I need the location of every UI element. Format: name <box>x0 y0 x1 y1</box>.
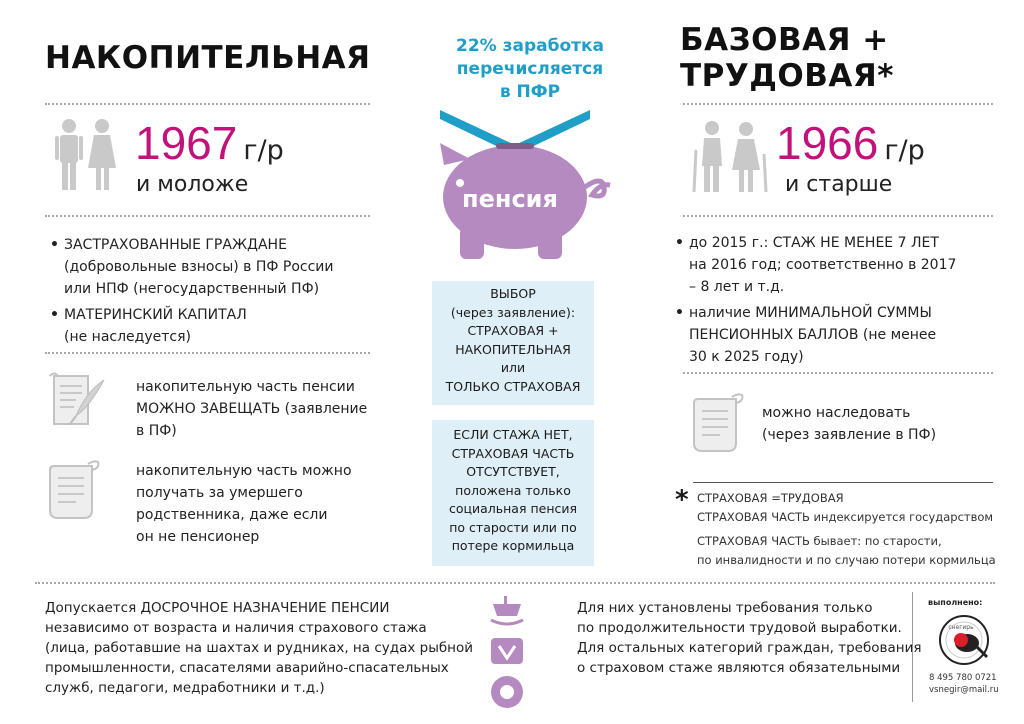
birth-year-right <box>776 117 925 169</box>
divider <box>45 215 370 217</box>
elderly-couple-icon <box>690 120 770 194</box>
divider <box>35 582 995 584</box>
early-pension-text: Допускается ДОСРОЧНОЕ НАЗНАЧЕНИЕ ПЕНСИИ независимо от возраста и наличия страхового стажа (лица, работавшие на шахтах и рудниках, на судах рыбной промышленности, спасателями аварийно-спасательных служб, педагоги, медработники и т.д.) <box>45 600 474 696</box>
bullfinch-logo <box>937 613 991 667</box>
contacts <box>929 672 999 696</box>
requirements-text: Для них установлены требования только по продолжительности трудовой выработки. Для остальных категорий граждан, требования о страховом стаже являются обязательными <box>577 600 922 676</box>
year-value: 1967 <box>135 117 238 169</box>
list-item: • до 2015 г.: СТАЖ НЕ МЕНЕЕ 7 ЛЕТ на 2016 год; соответственно в 2017 – 8 лет и т.д. <box>675 232 995 298</box>
year-value: 1966 <box>776 117 879 169</box>
divider <box>683 372 993 374</box>
made-by-label: выполнено: <box>928 598 983 607</box>
list-item: • МАТЕРИНСКИЙ КАПИТАЛ (не наследуется) <box>50 304 380 348</box>
email: vsnegir@mail.ru <box>929 685 999 695</box>
divider <box>683 215 993 217</box>
no-stazh-box: ЕСЛИ СТАЖА НЕТ, СТРАХОВАЯ ЧАСТЬ ОТСУТСТВУЕТ, положена только социальная пенсия по старости или по потере кормильца <box>432 420 594 566</box>
footnote: СТРАХОВАЯ =ТРУДОВАЯ СТРАХОВАЯ ЧАСТЬ индексируется государством СТРАХОВАЯ ЧАСТЬ бывает: по старости, по инвалидности и по случаю потери кормильца <box>697 491 996 567</box>
credits-divider <box>912 592 913 702</box>
age-condition-right: и старше <box>785 172 893 197</box>
asterisk-mark: * <box>675 485 689 515</box>
list-item: • наличие МИНИМАЛЬНОЙ СУММЫ ПЕНСИОННЫХ БАЛЛОВ (не менее 30 к 2025 году) <box>675 302 995 368</box>
list-item: • ЗАСТРАХОВАННЫЕ ГРАЖДАНЕ (добровольные взносы) в ПФ России или НПФ (негосударственный ПФ) <box>50 234 380 300</box>
birth-year-left <box>135 117 284 169</box>
contribution-headline: 22% заработка перечисляется в ПФР <box>455 36 604 102</box>
divider <box>45 352 370 354</box>
logo-text: снегирь <box>948 624 974 631</box>
divider <box>45 103 370 105</box>
left-bullets <box>50 234 380 352</box>
profession-icons <box>487 594 527 710</box>
year-unit: г/р <box>884 135 925 166</box>
inherit-text: можно наследовать (через заявление в ПФ) <box>762 405 937 443</box>
relative-text: накопительную часть можно получать за умершего родственника, даже если он не пенсионер <box>136 463 352 545</box>
left-title: НАКОПИТЕЛЬНАЯ <box>45 40 371 76</box>
year-unit: г/р <box>243 135 284 166</box>
young-couple-icon <box>52 118 122 192</box>
note-rule <box>693 482 993 483</box>
scroll-icon <box>44 460 104 522</box>
age-condition-left: и моложе <box>136 172 249 197</box>
right-bullets <box>675 232 995 372</box>
choice-box: ВЫБОР (через заявление): СТРАХОВАЯ + НАКОПИТЕЛЬНАЯ или ТОЛЬКО СТРАХОВАЯ <box>432 281 594 405</box>
phone: 8 495 780 0721 <box>929 673 997 683</box>
divider <box>683 103 993 105</box>
right-title: БАЗОВАЯ + ТРУДОВАЯ* <box>680 22 894 94</box>
will-text: накопительную часть пенсии МОЖНО ЗАВЕЩАТЬ (заявление в ПФ) <box>136 379 368 439</box>
piggy-label: пенсия <box>462 185 558 213</box>
will-document-icon <box>46 370 108 430</box>
scroll-icon <box>688 393 748 455</box>
